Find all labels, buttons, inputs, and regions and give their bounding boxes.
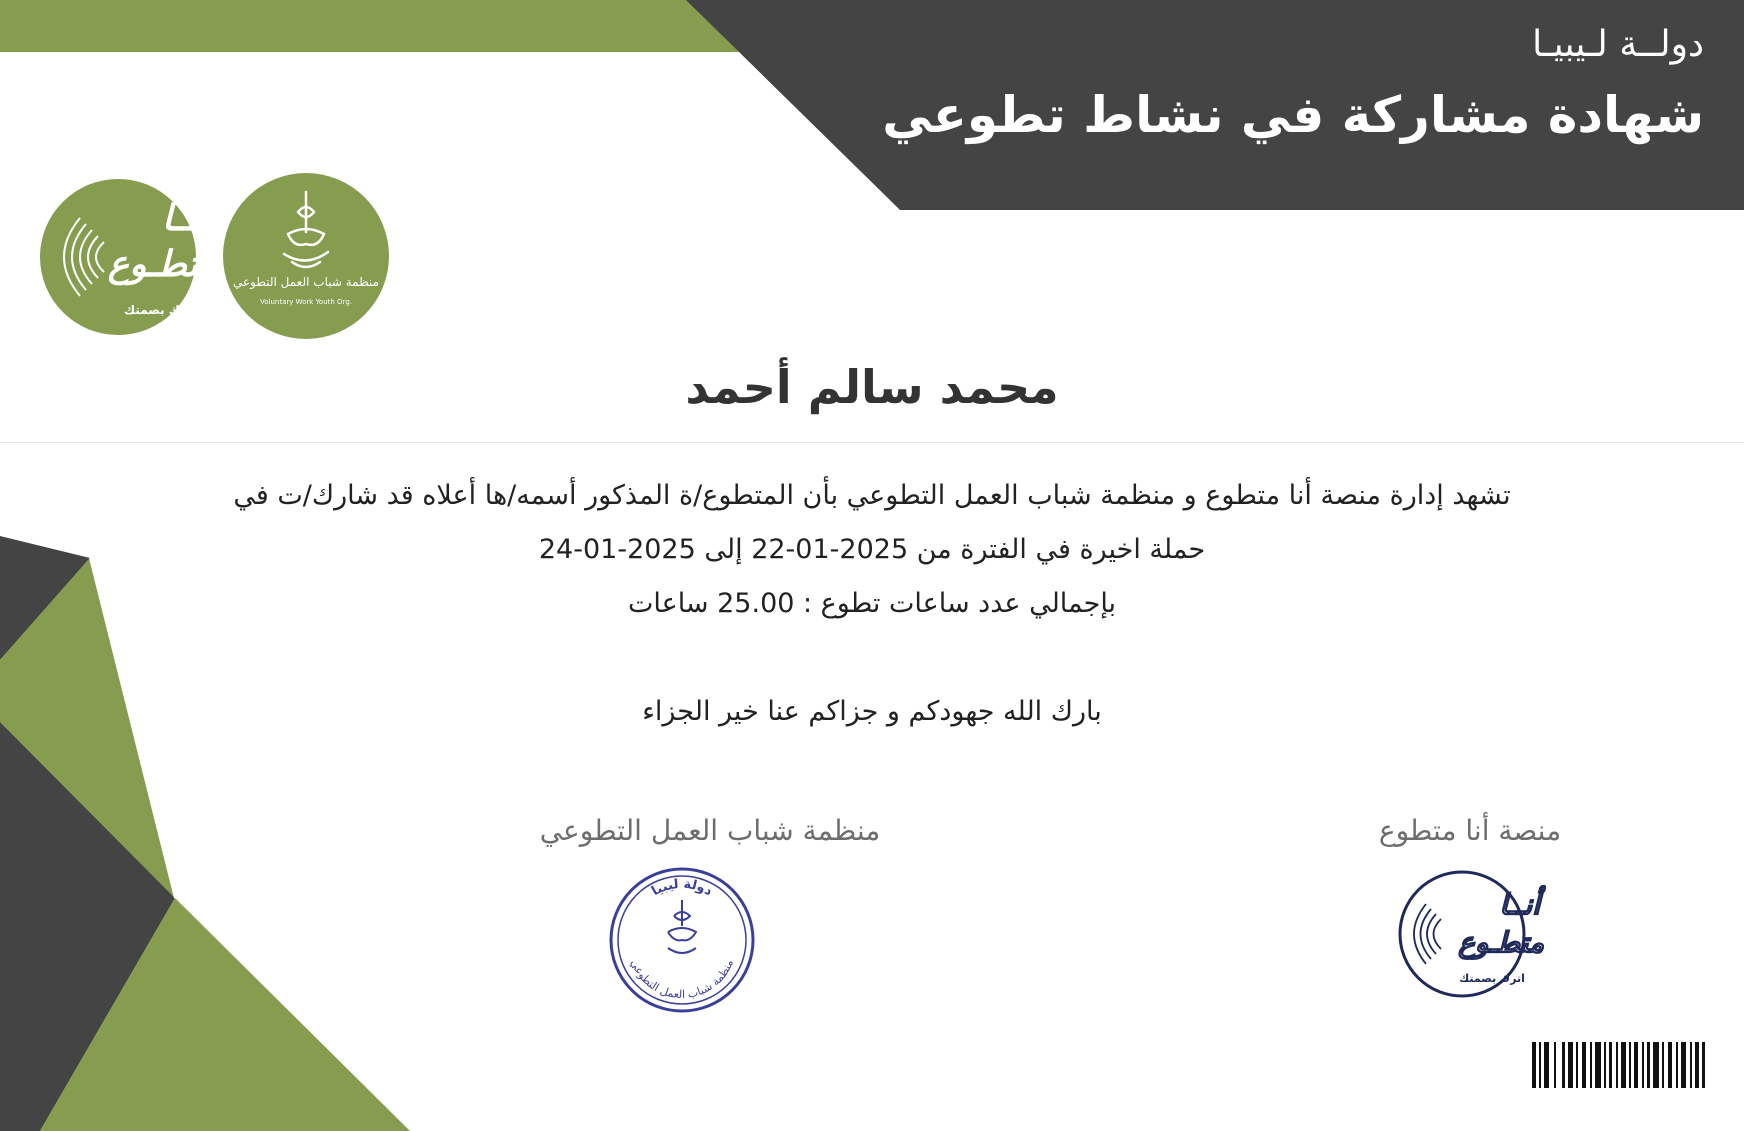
platform-logo-tagline: اترك بصمتك	[124, 303, 196, 317]
platform-stamp	[1396, 870, 1546, 1000]
top-green-band	[0, 0, 740, 52]
divider	[0, 442, 1744, 443]
platform-logo-top: أنــا	[161, 198, 214, 239]
body-line-1: تشهد إدارة منصة أنا متطوع و منظمة شباب العمل التطوعي بأن المتطوع/ة المذكور أسمه/ها أعلاه قد شارك/ت في	[233, 480, 1511, 511]
recipient-name: محمد سالم أحمد	[685, 360, 1059, 414]
svg-text:منظمة شباب العمل التطوعي	[628, 957, 736, 1001]
platform-logo	[40, 178, 220, 336]
barcode	[1532, 1042, 1706, 1088]
country-name: دولــة لـيبيـا	[1532, 24, 1704, 65]
org-logo	[222, 172, 390, 340]
blessing-line: بارك الله جهودكم و جزاكم عنا خير الجزاء	[642, 696, 1102, 727]
certificate-title: شهادة مشاركة في نشاط تطوعي	[882, 86, 1704, 144]
stamp-bottom-text: منظمة شباب العمل التطوعي	[627, 957, 736, 1002]
body-line-3: بإجمالي عدد ساعات تطوع : 25.00 ساعات	[627, 588, 1117, 619]
left-signature-title: منظمة شباب العمل التطوعي	[539, 814, 881, 847]
platform-logo-bottom: متطـوع	[107, 244, 218, 285]
org-logo-label-en: Voluntary Work Youth Org.	[260, 298, 352, 306]
org-stamp	[608, 866, 756, 1014]
stamp-calligraphy-icon	[668, 900, 696, 953]
right-signature-title: منصة أنا متطوع	[1378, 814, 1562, 847]
body-line-2: حملة اخيرة في الفترة من 2025-01-22 إلى 2025-01-24	[538, 534, 1206, 565]
org-logo-label: منظمة شباب العمل التطوعي	[233, 275, 379, 289]
stamp-fingerprint-icon	[1414, 904, 1441, 964]
stamp-top-text: دولة ليبيا	[649, 876, 715, 900]
stamp-platform-top: أنــا	[1499, 888, 1540, 921]
stamp-platform-tagline: اترك بصمتك	[1459, 972, 1525, 985]
stamp-platform-bottom: متطـوع	[1458, 926, 1544, 959]
